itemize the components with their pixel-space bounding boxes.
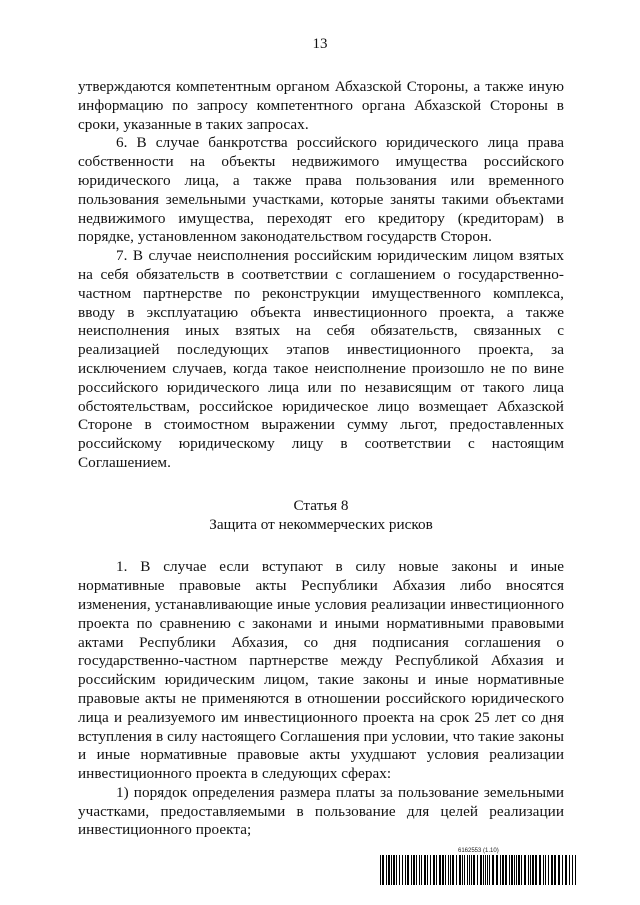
barcode-bar	[462, 855, 463, 885]
barcode-bar	[485, 855, 486, 885]
document-stamp	[380, 848, 576, 885]
barcode-bar	[528, 855, 529, 885]
barcode-bar	[416, 855, 417, 885]
document-code: 6162553 (1.10)	[458, 848, 499, 854]
article-title: Защита от некоммерческих рисков	[209, 515, 433, 533]
barcode-bar	[407, 855, 409, 885]
barcode-bar	[411, 855, 412, 885]
barcode-bar	[442, 855, 444, 885]
barcode-bar	[393, 855, 395, 885]
barcode-bar	[535, 855, 537, 885]
barcode-bar	[436, 855, 437, 885]
barcode-bar	[402, 855, 403, 885]
barcode-bar	[551, 855, 553, 885]
barcode-bar	[496, 855, 498, 885]
barcode-bar	[459, 855, 461, 885]
barcode-bar	[452, 855, 454, 885]
barcode-bar	[391, 855, 392, 885]
barcode-bar	[469, 855, 470, 885]
article-8-subparagraph-1: 1) порядок определения размера платы за пользование земельными участками, предоставляемыми в пользование для целей реализации инвестиционного проекта;	[78, 783, 564, 839]
barcode-bar	[424, 855, 426, 885]
barcode-bar	[477, 855, 478, 885]
barcode-bar	[483, 855, 484, 885]
barcode-bar	[480, 855, 482, 885]
barcode-bar	[548, 855, 549, 885]
paragraph-6: 6. В случае банкротства российского юридического лица права собственности на объекты недвижимого имущества российского юридического лица, а также права пользования или временного пользования земельными участками, которые заняты такими объектами недвижимого имущества, переходят его кредитору (кредиторам) в порядке, установленном законодательством государств Сторон.	[78, 134, 564, 246]
barcode-bar	[399, 855, 400, 885]
barcode-bar	[433, 855, 435, 885]
barcode-bar	[467, 855, 468, 885]
barcode-bar	[464, 855, 465, 885]
barcode-bar	[539, 855, 541, 885]
barcode-bar	[471, 855, 472, 885]
barcode-bar	[382, 855, 384, 885]
barcode-bar	[413, 855, 415, 885]
barcode-bar	[545, 855, 546, 885]
article-8-paragraph-1: 1. В случае если вступают в силу новые законы и иные нормативные правовые акты Республики Абхазия либо вносятся изменения, устанавливающие иные условия реализации инвестиционного проекта по сравнению с законами и иными нормативными правовыми актами Республики Абхазия, со дня подписания соглашения о государственно-частном партнерстве между Республикой Абхазия и российским юридическим лицом, такие законы и иные нормативные правовые акты не применяются в отношении российского юридического лица и реализуемого им инвестиционного проекта на срок 25 лет со дня вступления в силу настоящего Соглашения при условии, что такие законы и иные нормативные правовые акты ухудшают условия реализации инвестиционного проекта в следующих сферах:	[78, 558, 564, 783]
barcode-bar	[569, 855, 570, 885]
barcode-bar	[388, 855, 390, 885]
barcode-bar	[396, 855, 397, 885]
barcode-bar	[509, 855, 510, 885]
barcode-bar	[456, 855, 457, 885]
article-number: Статья 8	[293, 496, 349, 514]
barcode-bar	[530, 855, 531, 885]
barcode-bar	[448, 855, 449, 885]
barcode-bar	[524, 855, 526, 885]
document-body	[78, 78, 564, 840]
barcode-bar	[562, 855, 563, 885]
barcode-bar	[489, 855, 490, 885]
barcode-bar	[473, 855, 475, 885]
barcode-bar	[514, 855, 515, 885]
barcode-bar	[405, 855, 406, 885]
barcode-bar	[516, 855, 517, 885]
barcode-bar	[487, 855, 488, 885]
barcode-bar	[421, 855, 422, 885]
barcode-bar	[505, 855, 507, 885]
barcode-bar	[492, 855, 494, 885]
paragraph-continuation: утверждаются компетентным органом Абхазской Стороны, а также иную информацию по запросу компетентного органа Абхазской Стороны в сроки, указанные в таких запросах.	[78, 78, 564, 133]
barcode-bar	[518, 855, 520, 885]
page-number: 13	[312, 36, 328, 52]
paragraph-7: 7. В случае неисполнения российским юридическим лицом взятых на себя обязательств в соответствии с соглашением о государственно-частном партнерстве по реконструкции имущественного комплекса, вводу в эксплуатацию объекта инвестиционного проекта, а также неисполнения иных взятых на себя обязательств, связанных с реализацией последующих этапов инвестиционного проекта, за исключением случаев, когда такое неисполнение произошло не по вине российского юридического лица или по независящим от такого лица обстоятельствам, российское юридическое лицо возмещает Абхазской Стороне в стоимостном выражении сумму льгот, предоставленных российскому юридическому лицу в соответствии с настоящим Соглашением.	[78, 247, 564, 471]
barcode-bar	[572, 855, 573, 885]
barcode-bar	[511, 855, 513, 885]
barcode-bar	[554, 855, 556, 885]
barcode-bar	[532, 855, 534, 885]
barcode-bar	[558, 855, 560, 885]
barcode-bar	[500, 855, 501, 885]
barcode-icon	[380, 855, 576, 885]
barcode-bar	[450, 855, 451, 885]
barcode-bar	[565, 855, 567, 885]
barcode-bar	[427, 855, 428, 885]
barcode-bar	[445, 855, 446, 885]
barcode-bar	[380, 855, 381, 885]
barcode-bar	[419, 855, 420, 885]
barcode-bar	[521, 855, 522, 885]
barcode-bar	[439, 855, 441, 885]
barcode-bar	[386, 855, 387, 885]
barcode-bar	[575, 855, 576, 885]
barcode-bar	[543, 855, 544, 885]
barcode-bar	[430, 855, 431, 885]
barcode-bar	[502, 855, 504, 885]
